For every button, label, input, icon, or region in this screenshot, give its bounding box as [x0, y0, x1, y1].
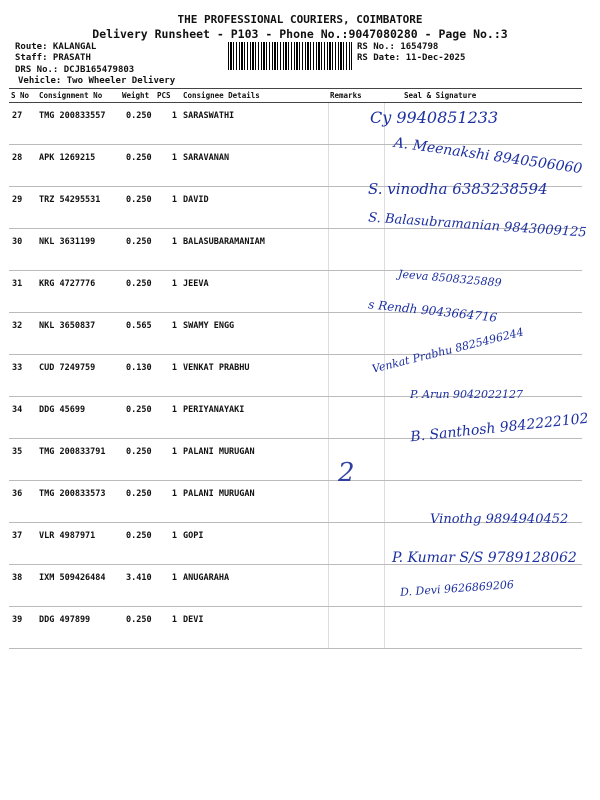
row-consignee: JEEVA [181, 271, 328, 313]
row-sno: 39 [9, 607, 37, 649]
row-sno: 34 [9, 397, 37, 439]
rs-number: RS No.: 1654798 [357, 42, 439, 52]
row-remarks [328, 313, 384, 355]
drs-number: DRS No.: DCJB165479803 [15, 65, 135, 75]
runsheet-subtitle: Delivery Runsheet - P103 - Phone No.:9047080280 - Page No.:3 [92, 27, 508, 41]
row-pcs: 1 [155, 145, 181, 187]
row-sno: 36 [9, 481, 37, 523]
row-sno: 27 [9, 103, 37, 145]
row-weight: 0.565 [120, 313, 155, 355]
handwritten-signature: S. vinodha 6383238594 [368, 180, 548, 198]
row-sno: 30 [9, 229, 37, 271]
row-pcs: 1 [155, 313, 181, 355]
handwritten-signature: P. Arun 9042022127 [410, 388, 524, 401]
row-consignee: BALASUBARAMANIAM [181, 229, 328, 271]
row-pcs: 1 [155, 229, 181, 271]
row-consignment: TMG 200833573 [37, 481, 120, 523]
col-weight: Weight [120, 89, 155, 103]
handwritten-signature: D. Devi 9626869206 [399, 578, 515, 599]
row-weight: 0.250 [120, 439, 155, 481]
row-weight: 0.250 [120, 271, 155, 313]
route-label: Route: KALANGAL [15, 42, 97, 52]
handwritten-signature: Cy 9940851233 [370, 108, 499, 127]
row-pcs: 1 [155, 481, 181, 523]
row-weight: 0.250 [120, 397, 155, 439]
row-consignee: DAVID [181, 187, 328, 229]
handwritten-signature: Vinothg 9894940452 [430, 512, 569, 527]
row-pcs: 1 [155, 355, 181, 397]
staff-label: Staff: PRASATH [15, 53, 91, 63]
row-remarks [328, 439, 384, 481]
row-pcs: 1 [155, 439, 181, 481]
row-remarks [328, 523, 384, 565]
row-consignee: GOPI [181, 523, 328, 565]
row-weight: 0.250 [120, 523, 155, 565]
handwritten-signature: s Rendh 9043664716 [367, 297, 498, 325]
row-weight: 0.250 [120, 607, 155, 649]
row-weight: 0.250 [120, 103, 155, 145]
row-pcs: 1 [155, 397, 181, 439]
row-consignment: TMG 200833557 [37, 103, 120, 145]
row-consignee: PALANI MURUGAN [181, 481, 328, 523]
table-row [9, 607, 582, 649]
col-consignee: Consignee Details [181, 89, 328, 103]
row-consignee: SARAVANAN [181, 145, 328, 187]
row-consignee: PERIYANAYAKI [181, 397, 328, 439]
row-pcs: 1 [155, 565, 181, 607]
row-consignee: SARASWATHI [181, 103, 328, 145]
row-sno: 37 [9, 523, 37, 565]
row-remarks [328, 229, 384, 271]
row-consignee: PALANI MURUGAN [181, 439, 328, 481]
row-remarks [328, 607, 384, 649]
row-weight: 0.250 [120, 229, 155, 271]
col-pcs: PCS [155, 89, 181, 103]
vehicle-label: Vehicle: Two Wheeler Delivery [18, 76, 176, 86]
col-consignment: Consignment No [37, 89, 120, 103]
handwritten-signature: Jeeva 8508325889 [397, 267, 503, 290]
row-weight: 0.250 [120, 145, 155, 187]
table-row [9, 229, 582, 271]
handwritten-signature: A. Meenakshi 8940506060 [392, 134, 584, 178]
rs-date: RS Date: 11-Dec-2025 [357, 53, 466, 63]
row-weight: 0.250 [120, 481, 155, 523]
handwritten-signature: P. Kumar S/S 9789128062 [392, 550, 577, 566]
col-remarks: Remarks [328, 89, 384, 103]
row-sno: 28 [9, 145, 37, 187]
row-remarks [328, 397, 384, 439]
row-sno: 31 [9, 271, 37, 313]
col-sno: S No [9, 89, 37, 103]
row-weight: 3.410 [120, 565, 155, 607]
row-remarks [328, 565, 384, 607]
row-consignment: TRZ 54295531 [37, 187, 120, 229]
table-row [9, 439, 582, 481]
row-consignment: TMG 200833791 [37, 439, 120, 481]
row-remarks [328, 481, 384, 523]
row-sno: 35 [9, 439, 37, 481]
row-pcs: 1 [155, 103, 181, 145]
company-title: THE PROFESSIONAL COURIERS, COIMBATORE [177, 13, 423, 26]
handwritten-signature: B. Santhosh 9842222102 [409, 410, 590, 446]
row-consignment: DDG 45699 [37, 397, 120, 439]
row-pcs: 1 [155, 607, 181, 649]
row-consignment: APK 1269215 [37, 145, 120, 187]
barcode [228, 42, 352, 70]
row-consignment: VLR 4987971 [37, 523, 120, 565]
row-consignee: ANUGARAHA [181, 565, 328, 607]
row-pcs: 1 [155, 523, 181, 565]
row-signature-cell [384, 607, 582, 649]
row-sno: 38 [9, 565, 37, 607]
row-sno: 29 [9, 187, 37, 229]
row-consignment: CUD 7249759 [37, 355, 120, 397]
row-sno: 33 [9, 355, 37, 397]
row-weight: 0.250 [120, 187, 155, 229]
table-header-row [9, 89, 582, 103]
row-consignee: SWAMY ENGG [181, 313, 328, 355]
row-pcs: 1 [155, 187, 181, 229]
row-consignee: VENKAT PRABHU [181, 355, 328, 397]
row-consignee: DEVI [181, 607, 328, 649]
row-consignment: DDG 497899 [37, 607, 120, 649]
row-consignment: KRG 4727776 [37, 271, 120, 313]
row-consignment: IXM 509426484 [37, 565, 120, 607]
handwritten-annotation: 2 [338, 458, 355, 488]
row-sno: 32 [9, 313, 37, 355]
col-signature: Seal & Signature [384, 89, 582, 103]
row-consignment: NKL 3650837 [37, 313, 120, 355]
row-pcs: 1 [155, 271, 181, 313]
handwritten-signature: S. Balasubramanian 9843009125 [367, 210, 588, 241]
row-consignment: NKL 3631199 [37, 229, 120, 271]
handwritten-signature: Venkat Prabhu 8825496244 [370, 325, 525, 376]
row-weight: 0.130 [120, 355, 155, 397]
